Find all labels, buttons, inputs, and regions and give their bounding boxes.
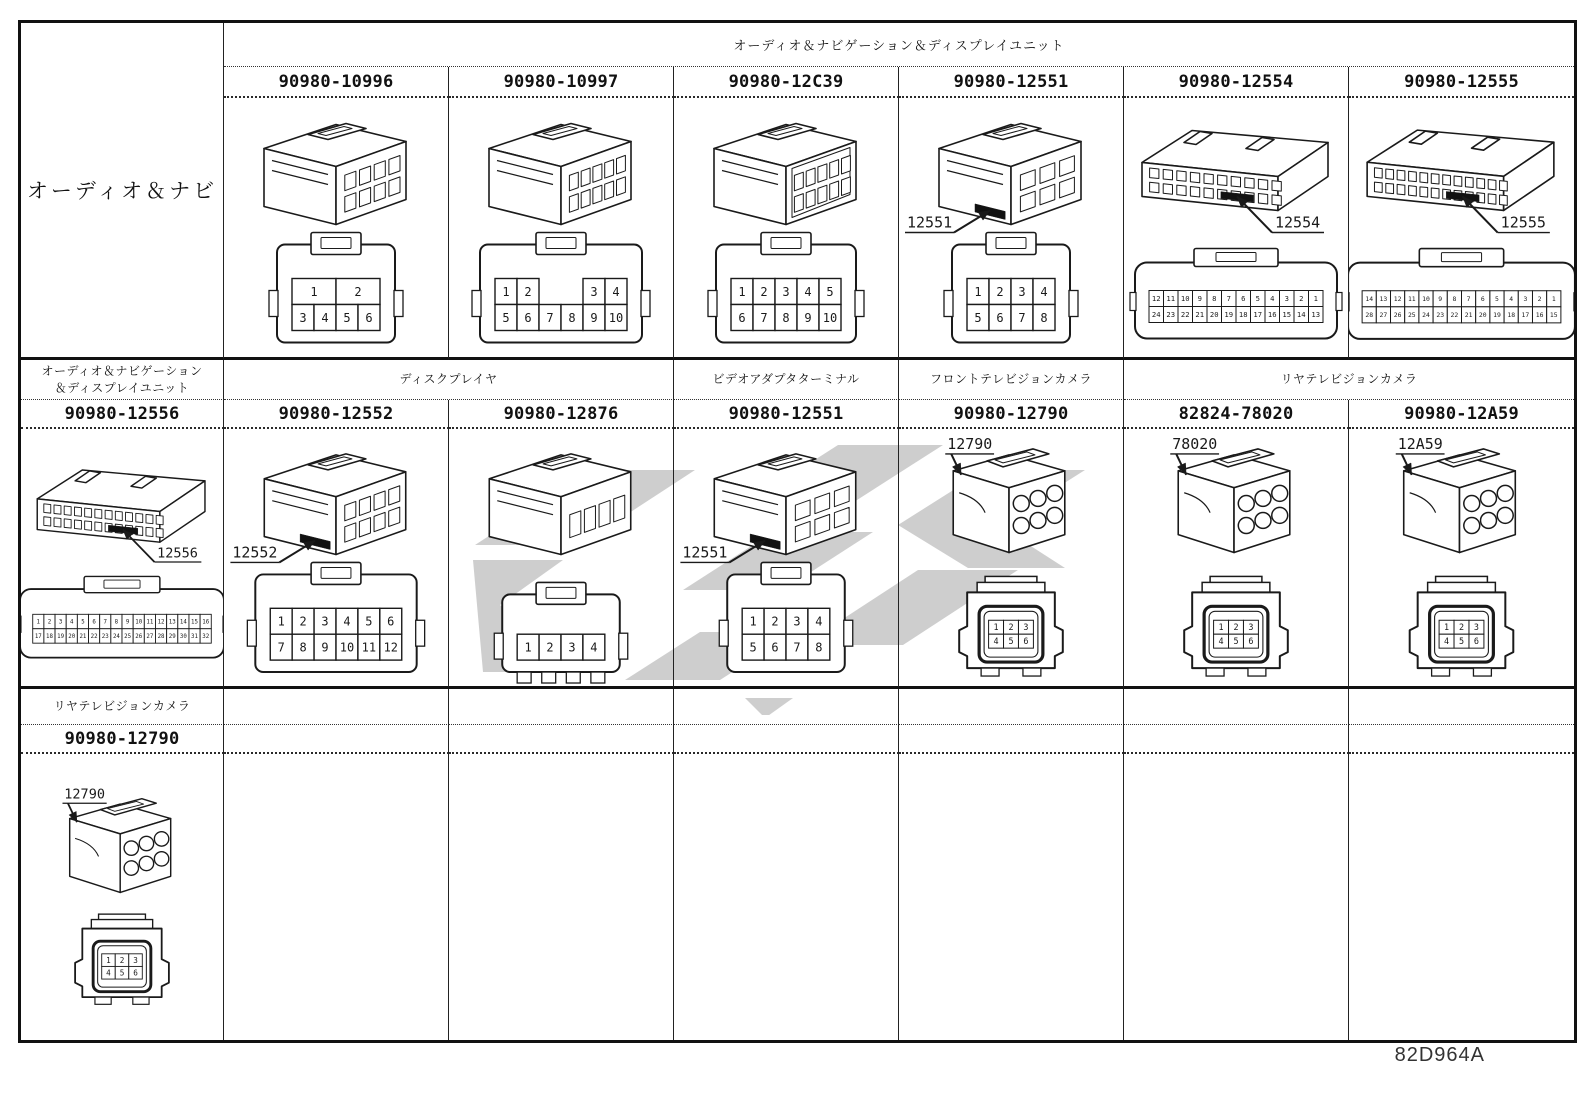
drawing-cell bbox=[674, 429, 899, 689]
svg-text:3: 3 bbox=[1284, 293, 1289, 303]
svg-text:21: 21 bbox=[1464, 311, 1473, 320]
svg-text:2: 2 bbox=[996, 285, 1004, 299]
svg-text:13: 13 bbox=[168, 619, 176, 626]
svg-text:29: 29 bbox=[168, 634, 176, 641]
empty-cell bbox=[674, 754, 899, 1040]
svg-text:3: 3 bbox=[568, 640, 576, 655]
svg-text:2: 2 bbox=[1458, 622, 1465, 633]
parts-table bbox=[18, 20, 1577, 1043]
svg-text:2: 2 bbox=[1233, 622, 1239, 633]
group-header-disc-player: ディスクプレイヤ bbox=[224, 360, 674, 400]
svg-text:27: 27 bbox=[146, 634, 154, 641]
svg-text:5: 5 bbox=[826, 285, 834, 299]
svg-text:22: 22 bbox=[1450, 311, 1459, 320]
svg-text:4: 4 bbox=[321, 311, 329, 325]
svg-text:4: 4 bbox=[1444, 636, 1450, 647]
row-header-audio-navi bbox=[21, 23, 224, 360]
svg-text:5: 5 bbox=[119, 968, 125, 978]
drawing-cell bbox=[449, 98, 674, 360]
empty-cell bbox=[1349, 725, 1574, 754]
svg-text:9: 9 bbox=[590, 311, 598, 325]
svg-text:5: 5 bbox=[1458, 636, 1465, 647]
svg-text:8: 8 bbox=[568, 311, 576, 325]
svg-text:3: 3 bbox=[1018, 285, 1026, 299]
svg-text:18: 18 bbox=[1507, 311, 1516, 320]
svg-text:9: 9 bbox=[804, 311, 812, 325]
svg-text:20: 20 bbox=[1478, 311, 1487, 320]
connector-drawing-90980-12C39 bbox=[674, 98, 898, 357]
svg-text:25: 25 bbox=[124, 634, 132, 641]
svg-text:6: 6 bbox=[1023, 636, 1029, 647]
svg-text:3: 3 bbox=[58, 619, 63, 626]
svg-text:28: 28 bbox=[157, 634, 165, 641]
drawing-cell bbox=[899, 429, 1124, 689]
svg-text:5: 5 bbox=[974, 311, 982, 325]
svg-text:23: 23 bbox=[1436, 311, 1445, 320]
svg-text:1: 1 bbox=[277, 614, 285, 629]
svg-text:2: 2 bbox=[299, 614, 307, 629]
connector-drawing-90980-12551 bbox=[899, 98, 1123, 357]
empty-cell bbox=[224, 725, 449, 754]
svg-text:1: 1 bbox=[502, 285, 510, 299]
svg-text:2: 2 bbox=[760, 285, 768, 299]
svg-text:5: 5 bbox=[81, 619, 85, 626]
svg-text:8: 8 bbox=[1452, 295, 1457, 304]
svg-text:2: 2 bbox=[1299, 293, 1304, 303]
svg-text:20: 20 bbox=[68, 634, 76, 641]
row-header-label: オーディオ＆ナビ bbox=[26, 180, 218, 203]
svg-text:4: 4 bbox=[590, 640, 598, 655]
connector-drawing-90980-12555 bbox=[1349, 98, 1574, 357]
empty-cell bbox=[449, 689, 674, 725]
drawing-cell bbox=[674, 98, 899, 360]
svg-text:78020: 78020 bbox=[1172, 434, 1218, 453]
svg-text:3: 3 bbox=[133, 955, 138, 965]
svg-text:6: 6 bbox=[771, 640, 779, 655]
svg-text:12551: 12551 bbox=[907, 213, 953, 232]
connector-drawing-90980-12554 bbox=[1124, 98, 1348, 357]
svg-text:1: 1 bbox=[749, 614, 757, 629]
svg-text:2: 2 bbox=[354, 285, 362, 299]
svg-text:18: 18 bbox=[1238, 309, 1248, 319]
svg-text:6: 6 bbox=[133, 968, 138, 978]
drawing-cell bbox=[1349, 98, 1574, 360]
svg-text:4: 4 bbox=[612, 285, 620, 299]
connector-drawing-82824-78020 bbox=[1124, 429, 1348, 686]
svg-text:12: 12 bbox=[1151, 293, 1161, 303]
svg-text:1: 1 bbox=[1551, 295, 1556, 304]
empty-cell bbox=[899, 725, 1124, 754]
svg-text:2: 2 bbox=[524, 285, 532, 299]
svg-text:11: 11 bbox=[146, 619, 154, 626]
svg-text:15: 15 bbox=[1549, 311, 1558, 320]
svg-text:24: 24 bbox=[1151, 309, 1161, 319]
svg-text:2: 2 bbox=[1008, 622, 1014, 633]
drawing-cell bbox=[224, 429, 449, 689]
svg-text:6: 6 bbox=[1473, 636, 1479, 647]
connector-drawing-90980-12552 bbox=[224, 429, 448, 686]
svg-text:10: 10 bbox=[339, 640, 355, 655]
connector-drawing-90980-12551-2 bbox=[674, 429, 898, 686]
svg-text:1: 1 bbox=[524, 640, 532, 655]
svg-text:11: 11 bbox=[1166, 293, 1176, 303]
document-code: 82D964A bbox=[1394, 1044, 1485, 1066]
part-number-90980-12A59: 90980-12A59 bbox=[1349, 400, 1574, 429]
svg-text:10: 10 bbox=[822, 311, 838, 325]
svg-text:10: 10 bbox=[135, 619, 143, 626]
svg-text:14: 14 bbox=[1296, 309, 1306, 319]
svg-text:14: 14 bbox=[1365, 295, 1374, 304]
svg-text:6: 6 bbox=[387, 614, 395, 629]
svg-text:19: 19 bbox=[57, 634, 65, 641]
part-number-90980-10997: 90980-10997 bbox=[449, 67, 674, 98]
connector-drawing-90980-12790-2 bbox=[21, 754, 223, 1040]
svg-text:16: 16 bbox=[1267, 309, 1277, 319]
svg-text:16: 16 bbox=[1535, 311, 1544, 320]
svg-text:12: 12 bbox=[1393, 295, 1402, 304]
svg-text:11: 11 bbox=[361, 640, 377, 655]
svg-text:13: 13 bbox=[1311, 309, 1321, 319]
svg-text:3: 3 bbox=[1023, 622, 1029, 633]
connector-drawing-90980-10997 bbox=[449, 98, 673, 357]
part-number-90980-12556: 90980-12556 bbox=[21, 400, 224, 429]
svg-text:22: 22 bbox=[1180, 309, 1190, 319]
svg-text:2: 2 bbox=[119, 955, 125, 965]
svg-text:1: 1 bbox=[993, 622, 999, 633]
svg-text:1: 1 bbox=[36, 619, 41, 626]
svg-text:9: 9 bbox=[321, 640, 329, 655]
svg-text:15: 15 bbox=[191, 619, 199, 626]
group-header-front-television-camera: フロントテレビジョンカメラ bbox=[899, 360, 1124, 400]
svg-text:27: 27 bbox=[1379, 311, 1388, 320]
svg-text:2: 2 bbox=[546, 640, 554, 655]
connector-drawing-90980-12556 bbox=[21, 429, 223, 686]
svg-text:9: 9 bbox=[1438, 295, 1443, 304]
empty-cell bbox=[674, 689, 899, 725]
svg-text:12790: 12790 bbox=[64, 786, 105, 803]
svg-text:2: 2 bbox=[771, 614, 779, 629]
part-number-90980-12552: 90980-12552 bbox=[224, 400, 449, 429]
svg-text:9: 9 bbox=[125, 619, 130, 626]
svg-text:1: 1 bbox=[974, 285, 982, 299]
svg-text:3: 3 bbox=[590, 285, 598, 299]
svg-text:5: 5 bbox=[1255, 293, 1260, 303]
svg-text:10: 10 bbox=[1180, 293, 1190, 303]
empty-cell bbox=[224, 689, 449, 725]
empty-cell bbox=[674, 725, 899, 754]
svg-text:12554: 12554 bbox=[1275, 213, 1321, 232]
drawing-cell bbox=[899, 98, 1124, 360]
svg-text:3: 3 bbox=[299, 311, 307, 325]
svg-text:17: 17 bbox=[1521, 311, 1530, 320]
empty-cell bbox=[449, 754, 674, 1040]
empty-cell bbox=[1124, 754, 1349, 1040]
svg-text:7: 7 bbox=[546, 311, 554, 325]
svg-text:26: 26 bbox=[1393, 311, 1402, 320]
svg-text:10: 10 bbox=[608, 311, 624, 325]
empty-cell bbox=[899, 689, 1124, 725]
svg-text:8: 8 bbox=[114, 619, 119, 626]
svg-text:21: 21 bbox=[79, 634, 87, 641]
svg-text:12790: 12790 bbox=[947, 434, 993, 453]
svg-text:19: 19 bbox=[1493, 311, 1501, 320]
svg-text:1: 1 bbox=[1313, 293, 1318, 303]
svg-text:8: 8 bbox=[815, 640, 823, 655]
drawing-cell bbox=[1349, 429, 1574, 689]
svg-text:5: 5 bbox=[365, 614, 373, 629]
svg-text:6: 6 bbox=[524, 311, 532, 325]
svg-text:3: 3 bbox=[1248, 622, 1254, 633]
svg-text:6: 6 bbox=[365, 311, 373, 325]
svg-text:3: 3 bbox=[321, 614, 329, 629]
drawing-cell bbox=[449, 429, 674, 689]
svg-text:15: 15 bbox=[1282, 309, 1292, 319]
svg-text:3: 3 bbox=[782, 285, 790, 299]
empty-cell bbox=[1349, 689, 1574, 725]
svg-text:24: 24 bbox=[1422, 311, 1430, 320]
svg-text:4: 4 bbox=[1218, 636, 1224, 647]
svg-text:7: 7 bbox=[1226, 293, 1231, 303]
part-number-90980-12C39: 90980-12C39 bbox=[674, 67, 899, 98]
drawing-cell bbox=[1124, 98, 1349, 360]
svg-text:23: 23 bbox=[1166, 309, 1176, 319]
svg-text:10: 10 bbox=[1422, 295, 1430, 304]
svg-text:3: 3 bbox=[793, 614, 801, 629]
svg-text:12: 12 bbox=[157, 619, 165, 626]
svg-text:4: 4 bbox=[1270, 293, 1275, 303]
svg-text:1: 1 bbox=[1218, 622, 1224, 633]
drawing-cell bbox=[224, 98, 449, 360]
part-number-90980-12555: 90980-12555 bbox=[1349, 67, 1574, 98]
svg-text:23: 23 bbox=[101, 634, 109, 641]
svg-text:7: 7 bbox=[277, 640, 285, 655]
svg-text:6: 6 bbox=[1480, 295, 1485, 304]
empty-cell bbox=[224, 754, 449, 1040]
svg-text:5: 5 bbox=[502, 311, 510, 325]
svg-text:32: 32 bbox=[202, 634, 210, 641]
svg-text:4: 4 bbox=[993, 636, 999, 647]
svg-text:4: 4 bbox=[1040, 285, 1048, 299]
svg-text:31: 31 bbox=[191, 634, 199, 641]
drawing-cell bbox=[1124, 429, 1349, 689]
drawing-cell bbox=[21, 429, 224, 689]
drawing-cell bbox=[21, 754, 224, 1040]
svg-text:4: 4 bbox=[815, 614, 823, 629]
svg-text:19: 19 bbox=[1224, 309, 1234, 319]
svg-text:5: 5 bbox=[343, 311, 351, 325]
svg-text:8: 8 bbox=[1212, 293, 1217, 303]
svg-text:6: 6 bbox=[738, 311, 746, 325]
svg-text:4: 4 bbox=[343, 614, 351, 629]
svg-text:8: 8 bbox=[782, 311, 790, 325]
svg-text:12555: 12555 bbox=[1500, 213, 1546, 232]
svg-text:7: 7 bbox=[760, 311, 768, 325]
svg-text:17: 17 bbox=[1253, 309, 1263, 319]
svg-text:6: 6 bbox=[1248, 636, 1254, 647]
empty-cell bbox=[1124, 725, 1349, 754]
svg-text:4: 4 bbox=[1509, 295, 1514, 304]
svg-text:13: 13 bbox=[1379, 295, 1388, 304]
svg-text:12551: 12551 bbox=[682, 543, 728, 562]
svg-text:12552: 12552 bbox=[232, 543, 278, 562]
svg-text:5: 5 bbox=[1233, 636, 1239, 647]
svg-text:5: 5 bbox=[749, 640, 757, 655]
svg-text:1: 1 bbox=[738, 285, 746, 299]
svg-text:2: 2 bbox=[47, 619, 52, 626]
part-number-90980-12876: 90980-12876 bbox=[449, 400, 674, 429]
svg-text:7: 7 bbox=[1018, 311, 1026, 325]
svg-text:9: 9 bbox=[1197, 293, 1202, 303]
svg-text:11: 11 bbox=[1407, 295, 1416, 304]
svg-text:4: 4 bbox=[804, 285, 812, 299]
svg-text:4: 4 bbox=[70, 619, 74, 626]
svg-text:16: 16 bbox=[202, 619, 210, 626]
svg-text:8: 8 bbox=[299, 640, 307, 655]
svg-text:12: 12 bbox=[383, 640, 398, 655]
group-header-rear-television-camera: リヤテレビジョンカメラ bbox=[1124, 360, 1574, 400]
svg-text:5: 5 bbox=[1495, 295, 1499, 304]
svg-text:7: 7 bbox=[1466, 295, 1471, 304]
svg-text:24: 24 bbox=[112, 634, 120, 641]
svg-text:2: 2 bbox=[1537, 295, 1542, 304]
svg-text:4: 4 bbox=[106, 968, 111, 978]
connector-drawing-90980-12790 bbox=[899, 429, 1123, 686]
empty-cell bbox=[1349, 754, 1574, 1040]
svg-text:12556: 12556 bbox=[157, 545, 198, 562]
svg-text:26: 26 bbox=[135, 634, 143, 641]
svg-text:6: 6 bbox=[1241, 293, 1246, 303]
svg-text:12A59: 12A59 bbox=[1397, 434, 1443, 453]
svg-text:7: 7 bbox=[103, 619, 108, 626]
svg-text:3: 3 bbox=[1523, 295, 1528, 304]
svg-text:3: 3 bbox=[1473, 622, 1479, 633]
part-number-90980-12790: 90980-12790 bbox=[899, 400, 1124, 429]
svg-text:28: 28 bbox=[1365, 311, 1374, 320]
svg-text:21: 21 bbox=[1195, 309, 1205, 319]
connector-drawing-90980-10996 bbox=[224, 98, 448, 357]
svg-text:7: 7 bbox=[793, 640, 801, 655]
svg-text:1: 1 bbox=[106, 955, 111, 965]
part-number-90980-12554: 90980-12554 bbox=[1124, 67, 1349, 98]
svg-text:25: 25 bbox=[1407, 311, 1416, 320]
svg-text:6: 6 bbox=[996, 311, 1004, 325]
svg-text:6: 6 bbox=[92, 619, 96, 626]
svg-text:1: 1 bbox=[1444, 622, 1450, 633]
row-header-rear-television-camera: リヤテレビジョンカメラ bbox=[21, 689, 224, 725]
svg-text:14: 14 bbox=[179, 619, 187, 626]
group-header-audio-navigation-display-unit: オーディオ＆ナビゲーション＆ディスプレイユニット bbox=[224, 23, 1574, 67]
part-number-82824-78020: 82824-78020 bbox=[1124, 400, 1349, 429]
svg-text:20: 20 bbox=[1209, 309, 1219, 319]
group-header-video-adapter-terminal: ビデオアダプタターミナル bbox=[674, 360, 899, 400]
empty-cell bbox=[899, 754, 1124, 1040]
part-number-90980-10996: 90980-10996 bbox=[224, 67, 449, 98]
svg-text:8: 8 bbox=[1040, 311, 1048, 325]
svg-text:22: 22 bbox=[90, 634, 98, 641]
svg-text:1: 1 bbox=[310, 285, 318, 299]
svg-text:17: 17 bbox=[34, 634, 42, 641]
empty-cell bbox=[449, 725, 674, 754]
part-number-90980-12551: 90980-12551 bbox=[899, 67, 1124, 98]
part-number-90980-12551-2: 90980-12551 bbox=[674, 400, 899, 429]
svg-text:18: 18 bbox=[45, 634, 53, 641]
connector-drawing-90980-12A59 bbox=[1349, 429, 1574, 686]
empty-cell bbox=[1124, 689, 1349, 725]
row-header-audio-navigation-display-unit: オーディオ＆ナビゲーション ＆ディスプレイユニット bbox=[21, 360, 224, 400]
connector-drawing-90980-12876 bbox=[449, 429, 673, 686]
svg-text:30: 30 bbox=[179, 634, 187, 641]
svg-text:5: 5 bbox=[1008, 636, 1014, 647]
part-number-90980-12790-2: 90980-12790 bbox=[21, 725, 224, 754]
